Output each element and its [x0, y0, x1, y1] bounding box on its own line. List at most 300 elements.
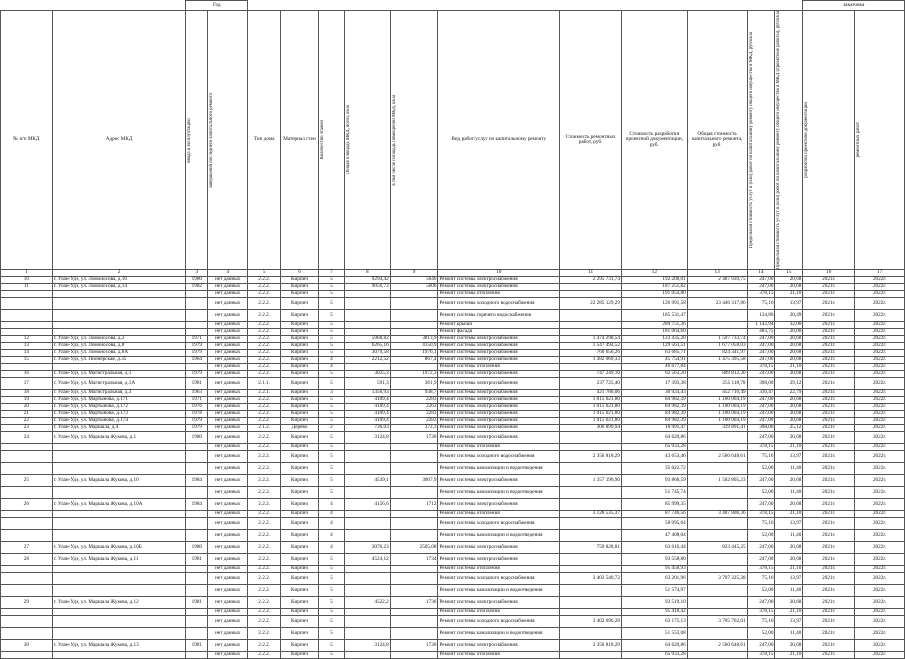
house-type-cell: 2.2.2. [248, 277, 281, 284]
house-type-cell: 2.2.2. [248, 597, 281, 609]
cost-works-cell: 22 285 129,29 [560, 298, 622, 310]
year-repair-cell: нет данных [208, 487, 248, 499]
table-row [1, 628, 905, 640]
cost-total-cell [687, 499, 747, 511]
limit-works-cell: 310,47 [747, 390, 775, 397]
limit-design-cell: 20,49 [775, 310, 803, 322]
limit-works-cell: 52,00 [747, 628, 775, 640]
design-year-cell: 2021г. [803, 542, 855, 554]
design-year-cell: 2021г. [803, 390, 855, 397]
floors-cell: 5 [318, 310, 344, 322]
year-built-cell: 1981 [186, 378, 208, 390]
row-number: 12 [1, 336, 53, 343]
table-header [1, 1, 905, 277]
limit-design-cell: 13,97 [775, 518, 803, 530]
cost-design-cell: 95 418,42 [621, 609, 687, 616]
floors-cell: 5 [318, 322, 344, 329]
row-number [1, 298, 53, 310]
table-row [1, 518, 905, 530]
house-type-cell: 2.2.2. [248, 542, 281, 554]
row-number [1, 511, 53, 518]
repair-year-cell: 2022г. [855, 418, 905, 425]
year-repair-cell: нет данных [208, 542, 248, 554]
cost-works-cell [560, 554, 622, 566]
limit-design-cell: 20,00 [775, 329, 803, 336]
cost-design-cell: 289 751,36 [621, 322, 687, 329]
repair-year-cell: 2022г. [855, 652, 905, 659]
cost-works-cell: 1 382 969,33 [560, 357, 622, 364]
limit-design-cell: 13,97 [775, 298, 803, 310]
cost-works-cell [560, 444, 622, 451]
table-row [1, 298, 905, 310]
year-repair-cell: нет данных [208, 628, 248, 640]
limit-design-cell: 29,12 [775, 378, 803, 390]
design-year-cell: 2021г. [803, 397, 855, 404]
design-year-cell: 2021г. [803, 425, 855, 432]
row-number: 17 [1, 378, 53, 390]
house-type-cell: 2.2.2. [248, 364, 281, 371]
header-year-group: Год [186, 1, 248, 11]
limit-design-cell: 20,68 [775, 404, 803, 411]
work-type-cell: Ремонт системы холодного водоснабжения [438, 518, 560, 530]
limit-design-cell: 32,00 [775, 322, 803, 329]
year-built-cell: 1979 [186, 371, 208, 378]
repair-year-cell: 2022г. [855, 566, 905, 573]
area-total-cell: 2212,52 [344, 357, 390, 364]
floors-cell: 2 [318, 425, 344, 432]
area-living-cell [390, 652, 438, 659]
year-built-cell [186, 518, 208, 530]
wall-material-cell: Кирпич [281, 530, 319, 542]
cost-works-cell [560, 609, 622, 616]
work-type-cell: Ремонт системы электроснабжения [438, 350, 560, 357]
floors-cell: 4 [318, 542, 344, 554]
work-type-cell: Ремонт системы электроснабжения [438, 357, 560, 364]
repair-year-cell: 2022г. [855, 404, 905, 411]
area-total-cell: 4522,2 [344, 597, 390, 609]
cost-design-cell: 30 924,43 [621, 390, 687, 397]
floors-cell: 5 [318, 336, 344, 343]
year-built-cell [186, 530, 208, 542]
cost-total-cell [687, 310, 747, 322]
work-type-cell: Ремонт системы электроснабжения [438, 404, 560, 411]
table-row [1, 371, 905, 378]
row-number: 22 [1, 418, 53, 425]
year-built-cell: 1981 [186, 640, 208, 652]
column-number: 14 [747, 270, 775, 277]
header-cost-design: Стоимость разработки проектной документации, руб. [621, 11, 687, 270]
year-repair-cell: нет данных [208, 518, 248, 530]
wall-material-cell: Кирпич [281, 432, 319, 444]
address-cell: г. Улан-Удэ, ул. Мартынова, д.171 [52, 397, 186, 404]
limit-works-cell: 247,00 [747, 411, 775, 418]
house-type-cell: 2.2.2. [248, 518, 281, 530]
address-cell: г. Улан-Удэ, ул. Маршала Жукова, д.10А [52, 499, 186, 511]
limit-design-cell: 20,68 [775, 554, 803, 566]
wall-material-cell: Кирпич [281, 511, 319, 518]
repair-year-cell: 2022г. [855, 616, 905, 628]
year-built-cell [186, 616, 208, 628]
address-cell: г. Улан-Удэ, ул. Пионерская, д.35 [52, 357, 186, 364]
floors-cell: 5 [318, 652, 344, 659]
work-type-cell: Ремонт системы холодного водоснабжения [438, 298, 560, 310]
area-living-cell: 3813,9 [390, 336, 438, 343]
design-year-cell: 2021г. [803, 432, 855, 444]
cost-design-cell: 51 553,08 [621, 628, 687, 640]
cost-total-cell: 824 341,97 [687, 350, 747, 357]
table-body [1, 277, 905, 659]
cost-design-cell: 93 868,59 [621, 475, 687, 487]
cost-total-cell: 452 710,49 [687, 390, 747, 397]
work-type-cell: Ремонт системы холодного водоснабжения [438, 451, 560, 463]
area-living-cell: 938,7 [390, 390, 438, 397]
repair-year-cell: 2022г. [855, 298, 905, 310]
repair-year-cell: 2022г. [855, 451, 905, 463]
area-living-cell [390, 487, 438, 499]
year-repair-cell: нет данных [208, 585, 248, 597]
year-repair-cell: нет данных [208, 573, 248, 585]
area-total-cell: 1356,93 [344, 390, 390, 397]
floors-cell: 5 [318, 329, 344, 336]
limit-works-cell: 52,00 [747, 585, 775, 597]
floors-cell: 4 [318, 499, 344, 511]
address-cell [52, 322, 186, 329]
house-type-cell: 2.2.2. [248, 585, 281, 597]
column-number: 5 [248, 270, 281, 277]
limit-works-cell: 378,15 [747, 511, 775, 518]
wall-material-cell: Кирпич [281, 329, 319, 336]
wall-material-cell: Кирпич [281, 277, 319, 284]
cost-total-cell: 1 100 004,19 [687, 418, 747, 425]
header-num: № п/п МКД [1, 11, 53, 270]
design-year-cell: 2021г. [803, 640, 855, 652]
wall-material-cell: Кирпич [281, 343, 319, 350]
year-built-cell [186, 566, 208, 573]
work-type-cell: Ремонт системы электроснабжения [438, 411, 560, 418]
cost-works-cell: 300 899,94 [560, 425, 622, 432]
repair-year-cell: 2022г. [855, 585, 905, 597]
design-year-cell: 2021г. [803, 343, 855, 350]
row-number: 20 [1, 404, 53, 411]
area-total-cell: 4109,4 [344, 404, 390, 411]
cost-design-cell: 64 620,86 [621, 432, 687, 444]
area-total-cell: 4109,4 [344, 411, 390, 418]
area-total-cell: 3076,23 [344, 542, 390, 554]
column-number: 9 [390, 270, 438, 277]
work-type-cell: Ремонт системы отопления [438, 609, 560, 616]
year-repair-cell: нет данных [208, 390, 248, 397]
year-built-cell: 1984 [186, 499, 208, 511]
row-number [1, 518, 53, 530]
year-repair-cell: нет данных [208, 475, 248, 487]
repair-year-cell: 2022г. [855, 463, 905, 475]
row-number: 16 [1, 371, 53, 378]
floors-cell: 5 [318, 609, 344, 616]
cost-works-cell [560, 518, 622, 530]
row-number [1, 566, 53, 573]
area-total-cell [344, 566, 390, 573]
year-repair-cell: нет данных [208, 511, 248, 518]
area-living-cell: 3007,9 [390, 475, 438, 487]
year-built-cell: 1980 [186, 432, 208, 444]
cost-design-cell: 62 563,20 [621, 371, 687, 378]
cost-works-cell: 3 128 535,37 [560, 511, 622, 518]
limit-works-cell: 378,15 [747, 291, 775, 298]
area-living-cell: 1736 [390, 597, 438, 609]
work-type-cell: Ремонт системы отопления [438, 444, 560, 451]
cost-total-cell: 1 100 004,19 [687, 397, 747, 404]
header-wall: Материал стен [281, 11, 319, 270]
limit-design-cell: 20,68 [775, 397, 803, 404]
house-type-cell: 2.2.1. [248, 390, 281, 397]
year-repair-cell: нет данных [208, 329, 248, 336]
design-year-cell: 2021г. [803, 518, 855, 530]
cost-design-cell: 46 677,84 [621, 364, 687, 371]
limit-design-cell: 13,97 [775, 616, 803, 628]
repair-year-cell: 2022г. [855, 425, 905, 432]
year-repair-cell: нет данных [208, 343, 248, 350]
limit-works-cell: 247,00 [747, 432, 775, 444]
cost-works-cell [560, 284, 622, 291]
house-type-cell: 2.2.2. [248, 640, 281, 652]
repair-year-cell: 2022г. [855, 597, 905, 609]
address-cell [52, 298, 186, 310]
address-cell: г. Улан-Удэ, ул. Маршала Жукова, д.10 [52, 475, 186, 487]
year-built-cell: 1981 [186, 597, 208, 609]
column-number: 10 [438, 270, 560, 277]
floors-cell: 5 [318, 640, 344, 652]
house-type-cell: 2.2.2. [248, 284, 281, 291]
cost-design-cell: 65 933,28 [621, 444, 687, 451]
area-total-cell [344, 530, 390, 542]
address-cell [52, 451, 186, 463]
year-repair-cell: нет данных [208, 291, 248, 298]
cost-total-cell [687, 566, 747, 573]
cost-design-cell: 95 458,93 [621, 566, 687, 573]
work-type-cell: Ремонт системы отопления [438, 511, 560, 518]
design-year-cell: 2021г. [803, 291, 855, 298]
address-cell [52, 609, 186, 616]
cost-total-cell [687, 609, 747, 616]
limit-works-cell: 247,00 [747, 475, 775, 487]
header-address: Адрес МКД [52, 11, 186, 270]
limit-works-cell: 247,00 [747, 343, 775, 350]
work-type-cell: Ремонт системы отопления [438, 566, 560, 573]
cost-design-cell: 65 933,28 [621, 652, 687, 659]
year-built-cell: 1979 [186, 343, 208, 350]
column-number: 15 [775, 270, 803, 277]
table-row [1, 475, 905, 487]
floors-cell: 5 [318, 418, 344, 425]
cost-design-cell: 63 201,96 [621, 573, 687, 585]
column-number: 4 [208, 270, 248, 277]
area-total-cell [344, 616, 390, 628]
cost-total-cell [687, 597, 747, 609]
cost-design-cell: 191 054,80 [621, 291, 687, 298]
area-living-cell: 1736 [390, 432, 438, 444]
wall-material-cell: Кирпич [281, 518, 319, 530]
area-total-cell [344, 609, 390, 616]
repair-year-cell: 2022г. [855, 343, 905, 350]
cost-design-cell: 51 574,97 [621, 585, 687, 597]
design-year-cell: 2021г. [803, 357, 855, 364]
area-total-cell: 3025,3 [344, 371, 390, 378]
row-number [1, 463, 53, 475]
area-total-cell [344, 628, 390, 640]
house-type-cell: 2.2.2. [248, 322, 281, 329]
area-total-cell: 3124,8 [344, 432, 390, 444]
table-row [1, 432, 905, 444]
row-number: 19 [1, 397, 53, 404]
limit-design-cell: 11,40 [775, 487, 803, 499]
floors-cell: 3 [318, 390, 344, 397]
cost-design-cell: 85 999,35 [621, 499, 687, 511]
house-type-cell: 2.2.2. [248, 499, 281, 511]
row-number: 11 [1, 284, 53, 291]
repair-year-cell: 2022г. [855, 511, 905, 518]
limit-design-cell: 20,68 [775, 475, 803, 487]
house-type-cell: 2.2.2. [248, 566, 281, 573]
house-type-cell: 2.2.2. [248, 397, 281, 404]
floors-cell: 5 [318, 585, 344, 597]
area-living-cell: 1734 [390, 554, 438, 566]
year-built-cell: 1978 [186, 411, 208, 418]
floors-cell: 5 [318, 298, 344, 310]
cost-works-cell: 3 403 540,72 [560, 573, 622, 585]
row-number [1, 652, 53, 659]
table-row [1, 511, 905, 518]
row-number: 25 [1, 475, 53, 487]
header-work: Вид работ/услуг по капитальному ремонту [438, 11, 560, 270]
area-total-cell [344, 322, 390, 329]
repair-year-cell: 2022г. [855, 322, 905, 329]
work-type-cell: Ремонт системы электроснабжения [438, 397, 560, 404]
house-type-cell: 2.2.2. [248, 573, 281, 585]
column-number: 1 [1, 270, 53, 277]
floors-cell: 4 [318, 518, 344, 530]
cost-design-cell: 129 563,51 [621, 343, 687, 350]
work-type-cell: Ремонт системы горячего водоснабжения [438, 310, 560, 322]
design-year-cell: 2021г. [803, 298, 855, 310]
wall-material-cell: Кирпич [281, 475, 319, 487]
year-built-cell [186, 652, 208, 659]
cost-total-cell: 255 118,78 [687, 378, 747, 390]
cost-works-cell [560, 597, 622, 609]
area-living-cell [390, 566, 438, 573]
column-number: 3 [186, 270, 208, 277]
wall-material-cell: Кирпич [281, 487, 319, 499]
area-living-cell [390, 444, 438, 451]
table-row [1, 554, 905, 566]
address-cell [52, 652, 186, 659]
area-living-cell [390, 291, 438, 298]
row-number: 23 [1, 425, 53, 432]
address-cell [52, 444, 186, 451]
cost-total-cell: 2 560 648,61 [687, 451, 747, 463]
floors-cell: 5 [318, 350, 344, 357]
year-built-cell: 1982 [186, 284, 208, 291]
year-built-cell [186, 310, 208, 322]
year-built-cell [186, 463, 208, 475]
floors-cell: 5 [318, 573, 344, 585]
cost-works-cell [560, 585, 622, 597]
wall-material-cell: Кирпич [281, 585, 319, 597]
address-cell [52, 518, 186, 530]
year-repair-cell: нет данных [208, 284, 248, 291]
area-total-cell: 5968,82 [344, 336, 390, 343]
house-type-cell: 2.2.2. [248, 371, 281, 378]
cost-total-cell: 2 487 939,75 [687, 277, 747, 284]
cost-total-cell [687, 554, 747, 566]
year-built-cell: 1979 [186, 418, 208, 425]
repair-year-cell: 2022г. [855, 609, 905, 616]
cost-total-cell: 809 812,30 [687, 371, 747, 378]
wall-material-cell: Кирпич [281, 291, 319, 298]
year-built-cell: 1981 [186, 554, 208, 566]
wall-material-cell: Кирпич [281, 628, 319, 640]
year-repair-cell: нет данных [208, 616, 248, 628]
cost-design-cell: 64 620,86 [621, 640, 687, 652]
area-living-cell [390, 573, 438, 585]
cost-total-cell: 3 705 762,01 [687, 616, 747, 628]
area-total-cell: 6265,16 [344, 343, 390, 350]
repair-year-cell: 2022г. [855, 364, 905, 371]
work-type-cell: Ремонт системы электроснабжения [438, 597, 560, 609]
wall-material-cell: Кирпич [281, 357, 319, 364]
wall-material-cell: Кирпич [281, 411, 319, 418]
year-built-cell [186, 291, 208, 298]
year-repair-cell: нет данных [208, 451, 248, 463]
repair-year-cell: 2022г. [855, 329, 905, 336]
work-type-cell: Ремонт системы электроснабжения [438, 499, 560, 511]
area-living-cell: 867,4 [390, 357, 438, 364]
wall-material-cell: Кирпич [281, 609, 319, 616]
table-row [1, 566, 905, 573]
cost-total-cell: 1 100 004,19 [687, 411, 747, 418]
year-repair-cell: нет данных [208, 463, 248, 475]
address-cell: г. Улан-Удэ, ул. Ломоносова, д.2 [52, 336, 186, 343]
house-type-cell: 2.2.2. [248, 336, 281, 343]
limit-works-cell: 75,16 [747, 451, 775, 463]
work-type-cell: Ремонт системы канализации и водоотведения [438, 585, 560, 597]
cost-total-cell [687, 322, 747, 329]
address-cell [52, 530, 186, 542]
row-number: 30 [1, 640, 53, 652]
area-living-cell: 5646 [390, 277, 438, 284]
year-built-cell: 1984 [186, 475, 208, 487]
year-repair-cell: нет данных [208, 411, 248, 418]
row-number: 18 [1, 390, 53, 397]
year-built-cell: 1979 [186, 350, 208, 357]
work-type-cell: Ремонт системы электроснабжения [438, 378, 560, 390]
area-living-cell: 1712 [390, 499, 438, 511]
house-type-cell: 2.2.2. [248, 329, 281, 336]
year-repair-cell: нет данных [208, 640, 248, 652]
table-row [1, 451, 905, 463]
cost-works-cell: 1 015 021,80 [560, 404, 622, 411]
address-cell: г. Улан-Удэ, ул. Маршала, д.4 [52, 425, 186, 432]
area-living-cell: 372,3 [390, 425, 438, 432]
cost-works-cell [560, 652, 622, 659]
year-repair-cell: нет данных [208, 609, 248, 616]
work-type-cell: Ремонт системы канализации и водоотведения [438, 530, 560, 542]
area-total-cell: 4109,4 [344, 397, 390, 404]
wall-material-cell: Кирпич [281, 652, 319, 659]
address-cell [52, 291, 186, 298]
year-built-cell: 1976 [186, 404, 208, 411]
limit-design-cell: 21,10 [775, 609, 803, 616]
table-row [1, 609, 905, 616]
